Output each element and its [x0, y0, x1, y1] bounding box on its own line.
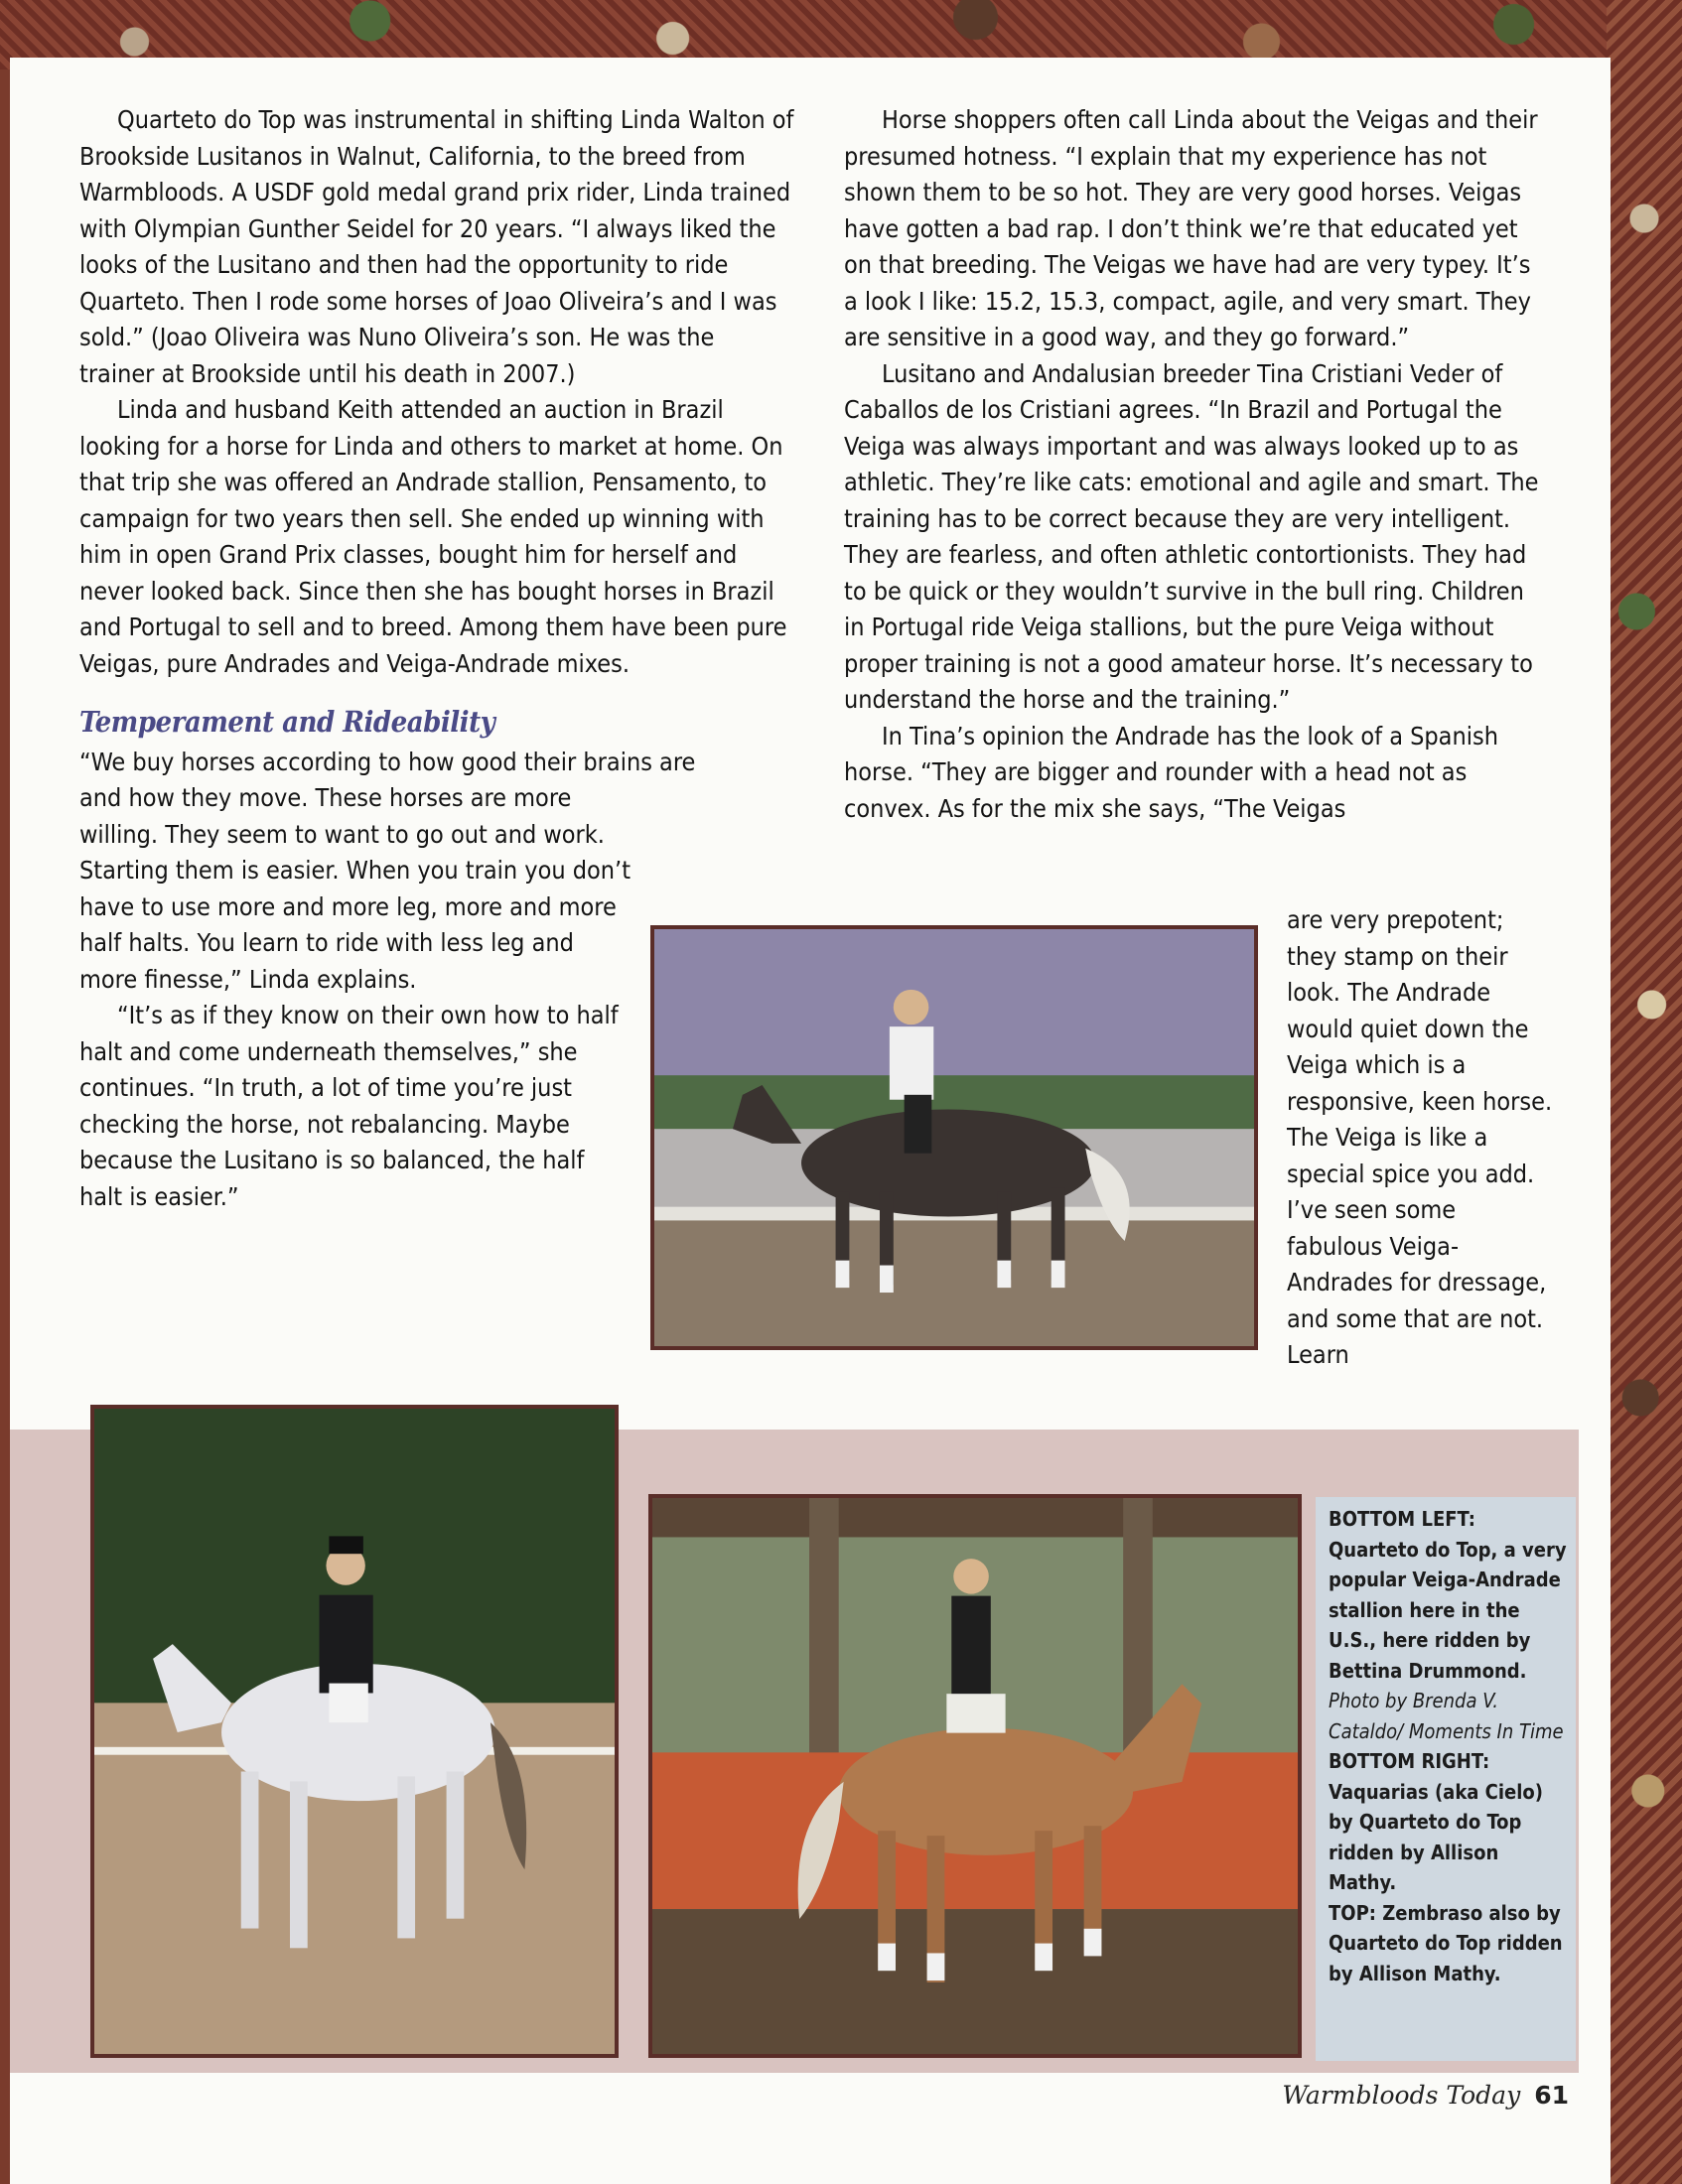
caption-photo-credit: Photo by Brenda V. Cataldo/ Moments In Time [1329, 1689, 1564, 1743]
section-subhead: Temperament and Rideability [79, 705, 495, 739]
publication-name: Warmbloods Today [1282, 2081, 1521, 2110]
page-footer [1231, 2081, 1569, 2110]
paragraph: “It’s as if they know on their own how to half halt and come underneath themselves,” she continues. “In truth, a lot of time you’re just checking the horse, not rebalancing. Maybe because the Lusitano is so balanced, the half halt is easier.” [79, 1001, 619, 1211]
paragraph: Linda and husband Keith attended an auction in Brazil looking for a horse for Linda and others to market at home. On that trip she was offered an Andrade stallion, Pensamento, to campaign for two years then sell. She ended up winning with him in open Grand Prix classes, bought him for herself and never looked back. Since then she has bought horses in Brazil and Portugal to sell and to breed. Among them have been pure Veigas, pure Andrades and Veiga-Andrade mixes. [79, 395, 787, 678]
page-number: 61 [1534, 2081, 1569, 2110]
caption-bottom-right-label: BOTTOM RIGHT: [1329, 1749, 1490, 1773]
caption-bottom-left-label: BOTTOM LEFT: [1329, 1507, 1475, 1531]
paragraph: “We buy horses according to how good their brains are [79, 747, 696, 776]
caption-bottom-right-text: Vaquarias (aka Cielo) by Quarteto do Top ridden by Allison Mathy. [1329, 1779, 1543, 1894]
background-tapestry-right [1607, 0, 1682, 2184]
paragraph: Lusitano and Andalusian breeder Tina Cristiani Veder of Caballos de los Cristiani agrees. “In Brazil and Portugal the Veiga was always important and was always looked up to as athletic. They’re like cats: emotional and agile and smart. The training has to be correct because they are very intelligent. They are fearless, and often athletic contortionists. They had to be quick or they wouldn’t survive in the bull ring. Children in Portugal ride Veiga stallions, but the pure Veiga without proper training is not a good amateur horse. It’s necessary to understand the horse and the training.” [844, 358, 1539, 714]
caption-top-text: TOP: Zembraso also by Quarteto do Top ridden by Allison Mathy. [1329, 1900, 1563, 1985]
paragraph: In Tina’s opinion the Andrade has the look of a Spanish horse. “They are bigger and rounder with a head not as convex. As for the mix she says, “The Veigas [844, 721, 1498, 823]
photo-top-zembraso [650, 925, 1258, 1350]
paragraph: Horse shoppers often call Linda about the Veigas and their presumed hotness. “I explain that my experience has not shown them to be so hot. They are very good horses. Veigas have gotten a bad rap. I don’t think we’re that educated yet on that breeding. The Veigas we have had are very typey. It’s a look I like: 15.2, 15.3, compact, agile, and very smart. They are sensitive in a good way, and they go forward.” [844, 105, 1538, 351]
paragraph: and how they move. These horses are more willing. They seem to want to go out and work. Starting them is easier. When you train you don’t have to use more and more leg, more and more half halts. You learn to ride with less leg and more finesse,” Linda explains. [79, 783, 631, 994]
right-column [844, 102, 1539, 827]
right-column-wrap-text: are very prepotent; they stamp on their look. The Andrade would quiet down the Veiga which is a responsive, keen horse. The Veiga is like a special spice you add. I’ve seen some fabulous Veiga-Andrades for dressage, and some that are not. Learn [1287, 905, 1553, 1369]
caption-bottom-left-text: Quarteto do Top, a very popular Veiga-Andrade stallion here in the U.S., here ridden by Bettina Drummond. [1329, 1537, 1567, 1683]
photo-bottom-right-vaquarias [648, 1494, 1302, 2058]
photo-bottom-left-quarteto [90, 1405, 619, 2058]
photo-caption [1329, 1504, 1567, 1988]
paragraph: Quarteto do Top was instrumental in shifting Linda Walton of Brookside Lusitanos in Walnut, California, to the breed from Warmbloods. A USDF gold medal grand prix rider, Linda trained with Olympian Gunther Seidel for 20 years. “I always liked the looks of the Lusitano and then had the opportunity to ride Quarteto. Then I rode some horses of Joao Oliveira’s and I was sold.” (Joao Oliveira was Nuno Oliveira’s son. He was the trainer at Brookside until his death in 2007.) [79, 105, 794, 388]
